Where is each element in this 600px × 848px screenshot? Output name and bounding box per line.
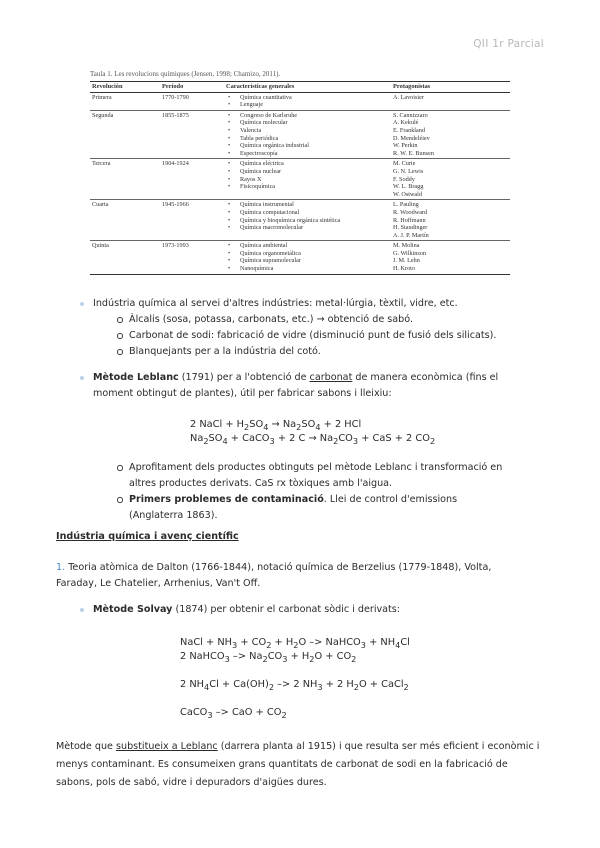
page-header-label: QII 1r Parcial bbox=[473, 38, 544, 50]
contamination-title: Primers problemes de contaminació bbox=[129, 494, 324, 505]
person-item: W. Perkin bbox=[393, 142, 418, 150]
person-item: R. W. E. Bunsen bbox=[393, 149, 434, 157]
people-cell bbox=[391, 110, 510, 159]
feature-item: • Química eléctrica bbox=[240, 160, 389, 168]
person-item: M. Molina bbox=[393, 242, 420, 250]
leblanc-title: Mètode Leblanc bbox=[93, 372, 179, 383]
feature-item: • Tabla periódica bbox=[240, 135, 389, 143]
contamination-text: . Llei de control d'emissions (Anglaterra 1863). bbox=[129, 494, 458, 521]
revolution-cell: Segunda bbox=[90, 110, 160, 159]
person-item: A. Kekulé bbox=[393, 119, 419, 127]
person-item: A. J. P. Martín bbox=[393, 231, 429, 239]
closing-paragraph bbox=[56, 738, 544, 792]
person-item: F. Soddy bbox=[393, 175, 415, 183]
person-item: M. Curie bbox=[393, 160, 416, 168]
feature-item: • Química macromolecular bbox=[240, 224, 389, 232]
table-caption: Taula 1. Les revolucions químiques (Jensen, 1998; Chamizo, 2011). bbox=[90, 70, 281, 78]
features-cell bbox=[224, 159, 391, 200]
closing-text-b: (darrera planta al 1915) i que resulta ser més eficient i econòmic i menys contaminant. Es consumeixen grans quantitats de carbonat de sodi en la fabricació de sabons, pols de sabó, vidre i depuradors d'aigües dures. bbox=[56, 741, 540, 788]
period-cell: 1855-1875 bbox=[160, 110, 224, 159]
feature-item: • Fisicoquímica bbox=[240, 183, 389, 191]
feature-item: • Química instrumental bbox=[240, 201, 389, 209]
list-number: 1. bbox=[56, 562, 66, 573]
table-row bbox=[90, 200, 510, 241]
features-cell bbox=[224, 110, 391, 159]
person-item: H. Kroto bbox=[393, 265, 415, 273]
table-header: Protagonistas bbox=[391, 82, 510, 93]
table-row bbox=[90, 159, 510, 200]
feature-item: • Valencia bbox=[240, 127, 389, 135]
revolution-cell: Primera bbox=[90, 92, 160, 110]
equation-solvay-3: 2 $NH_4Cl + Ca(OH)_2 -> 2$ $NH_3 + 2$ $H_2O$ + CaCl$_2$ bbox=[180, 679, 409, 692]
revolutions-table-image bbox=[90, 70, 510, 275]
person-item: G. N. Lewis bbox=[393, 167, 424, 175]
table-header: Revolución bbox=[90, 82, 160, 93]
carbonat-link-text: carbonat bbox=[309, 372, 353, 383]
revolution-cell: Cuarta bbox=[90, 200, 160, 241]
feature-item: • Química ambiental bbox=[240, 242, 389, 250]
period-cell: 1904-1924 bbox=[160, 159, 224, 200]
person-item: E. Frankland bbox=[393, 126, 425, 134]
people-cell bbox=[391, 92, 510, 110]
bleach-text: Blanquejants per a la indústria del cotó. bbox=[129, 346, 321, 357]
list-item bbox=[129, 492, 514, 524]
people-cell bbox=[391, 200, 510, 241]
person-item: W. Ostwald bbox=[393, 190, 422, 198]
feature-item: • Lenguaje bbox=[240, 101, 389, 109]
list-item bbox=[129, 460, 514, 492]
person-item: S. Cannizzaro bbox=[393, 111, 428, 119]
period-cell: 1945-1966 bbox=[160, 200, 224, 241]
leblanc-products-text: Aprofitament dels productes obtinguts pel mètode Leblanc i transformació en altres productes derivats. CaS rx tòxiques amb l'aigua. bbox=[129, 462, 503, 489]
feature-item: • Nanoquímica bbox=[240, 265, 389, 273]
list-item bbox=[129, 328, 529, 344]
features-cell bbox=[224, 200, 391, 241]
table-row bbox=[90, 92, 510, 110]
equation-solvay-1: NaCl + $NH_3 + CO_2 + H_2O$ –> NaHCO$_3$ + $NH_4Cl$ bbox=[180, 637, 410, 650]
feature-item: • Química organometálica bbox=[240, 250, 389, 258]
revolution-cell: Quinta bbox=[90, 241, 160, 274]
equation-solvay-2: 2 NaHCO$_3$ –> $Na_2CO_3 + H_2O + CO_2$ bbox=[180, 651, 357, 664]
list-item bbox=[129, 344, 529, 360]
feature-item: • Química orgánica industrial bbox=[240, 142, 389, 150]
feature-item: • Química molecular bbox=[240, 119, 389, 127]
feature-item: • Congreso de Karlsruhe bbox=[240, 112, 389, 120]
period-cell: 1770-1790 bbox=[160, 92, 224, 110]
period-cell: 1973-1993 bbox=[160, 241, 224, 274]
solvay-title: Mètode Solvay bbox=[93, 604, 173, 615]
feature-item: • Química y bioquímica orgánica sintética bbox=[240, 217, 389, 225]
leblanc-paragraph bbox=[93, 370, 513, 402]
feature-item: • Química computacional bbox=[240, 209, 389, 217]
table-row bbox=[90, 241, 510, 274]
table-header: Período bbox=[160, 82, 224, 93]
person-item: R. Woodward bbox=[393, 208, 428, 216]
leblanc-text-b: de manera econòmica (fins el moment obtingut de plantes), útil per fabricar sabons i lleixiu: bbox=[93, 372, 499, 399]
solvay-paragraph bbox=[93, 602, 513, 618]
feature-item: • Rayos X bbox=[240, 176, 389, 184]
person-item: D. Mendeléiev bbox=[393, 134, 430, 142]
sodium-carbonate-text: Carbonat de sodi: fabricació de vidre (disminució punt de fusió dels silicats). bbox=[129, 330, 497, 341]
dalton-text: Teoria atòmica de Dalton (1766-1844), notació química de Berzelius (1779-1848), Volta, Faraday, Le Chatelier, Arrhenius, Van't Off. bbox=[56, 562, 492, 589]
person-item: R. Hoffmann bbox=[393, 216, 426, 224]
person-item: L. Pauling bbox=[393, 201, 419, 209]
list-item bbox=[129, 312, 529, 328]
industry-bullet-text: Indústria química al servei d'altres indústries: metal·lúrgia, tèxtil, vidre, etc. bbox=[93, 298, 458, 309]
person-item: G. Wilkinson bbox=[393, 249, 426, 257]
section-title: Indústria química i avenç científic bbox=[56, 531, 239, 542]
closing-underlined: substitueix a Leblanc bbox=[115, 741, 218, 752]
alkali-text: Àlcalis (sosa, potassa, carbonats, etc.) → obtenció de sabó. bbox=[129, 314, 413, 325]
person-item: H. Staudinger bbox=[393, 224, 428, 232]
table-row bbox=[90, 110, 510, 159]
leblanc-text-a: (1791) per a l'obtenció de bbox=[178, 372, 310, 383]
people-cell bbox=[391, 159, 510, 200]
equation-solvay-4: CaCO$_3$ –> CaO + $CO_2$ bbox=[180, 707, 287, 720]
person-item: W. L. Bragg bbox=[393, 183, 424, 191]
feature-item: • Química cuantitativa bbox=[240, 94, 389, 102]
equation-leblanc-1: 2 NaCl + $H_2SO_4 \to Na_2SO_4 + 2$ HCl bbox=[190, 419, 362, 432]
solvay-text: (1874) per obtenir el carbonat sòdic i derivats: bbox=[172, 604, 401, 615]
person-item: J. M. Lehn bbox=[393, 257, 420, 265]
revolution-cell: Tercera bbox=[90, 159, 160, 200]
revolutions-table bbox=[90, 81, 510, 275]
list-item bbox=[93, 296, 533, 312]
feature-item: • Química supramolecular bbox=[240, 257, 389, 265]
person-item: A. Lavoisier bbox=[393, 93, 424, 101]
features-cell bbox=[224, 92, 391, 110]
table-header: Características generales bbox=[224, 82, 391, 93]
closing-text-a: Mètode que bbox=[56, 741, 116, 752]
people-cell bbox=[391, 241, 510, 274]
feature-item: • Espectroscopía bbox=[240, 150, 389, 158]
features-cell bbox=[224, 241, 391, 274]
feature-item: • Química nuclear bbox=[240, 168, 389, 176]
dalton-paragraph bbox=[56, 560, 526, 592]
equation-leblanc-2: $Na_2SO_4$ + CaCO$_3$ + 2 $C \to Na_2CO_3$ + CaS + 2 $CO_2$ bbox=[190, 433, 436, 446]
